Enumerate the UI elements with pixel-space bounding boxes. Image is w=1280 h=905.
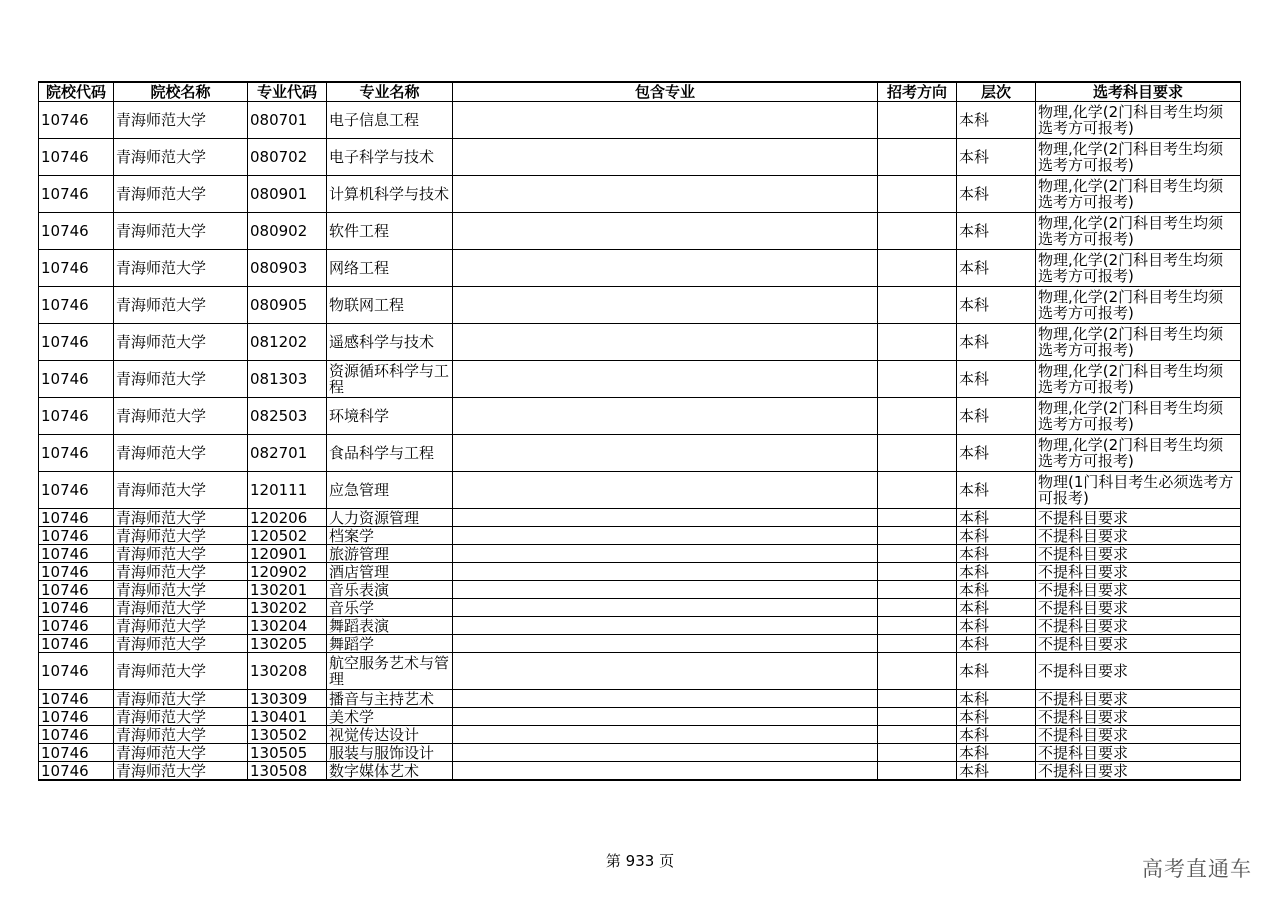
cell-level: 本科 [957,398,1036,435]
cell-school-name: 青海师范大学 [114,139,248,176]
cell-major-code: 080901 [248,176,327,213]
cell-subject-requirement: 不提科目要求 [1036,744,1241,762]
cell-direction [878,581,957,599]
cell-major-code: 082503 [248,398,327,435]
cell-subject-requirement: 物理,化学(2门科目考生均须选考方可报考) [1036,102,1241,139]
cell-included-majors [453,250,878,287]
cell-subject-requirement: 物理,化学(2门科目考生均须选考方可报考) [1036,324,1241,361]
cell-major-code: 080903 [248,250,327,287]
cell-level: 本科 [957,726,1036,744]
table-row [39,250,1241,287]
cell-major-name: 物联网工程 [327,287,453,324]
cell-school-name: 青海师范大学 [114,581,248,599]
cell-subject-requirement: 物理,化学(2门科目考生均须选考方可报考) [1036,139,1241,176]
cell-school-code: 10746 [39,527,114,545]
cell-major-name: 电子信息工程 [327,102,453,139]
cell-school-name: 青海师范大学 [114,762,248,781]
cell-school-name: 青海师范大学 [114,176,248,213]
cell-school-code: 10746 [39,435,114,472]
cell-direction [878,545,957,563]
cell-school-name: 青海师范大学 [114,527,248,545]
cell-major-code: 080905 [248,287,327,324]
cell-major-code: 120901 [248,545,327,563]
cell-school-code: 10746 [39,102,114,139]
cell-school-code: 10746 [39,472,114,509]
cell-major-code: 120902 [248,563,327,581]
cell-included-majors [453,509,878,527]
cell-major-name: 音乐学 [327,599,453,617]
cell-direction [878,653,957,690]
cell-included-majors [453,690,878,708]
cell-major-code: 120206 [248,509,327,527]
table-row [39,509,1241,527]
table-body [39,102,1241,781]
cell-level: 本科 [957,653,1036,690]
cell-level: 本科 [957,690,1036,708]
cell-level: 本科 [957,250,1036,287]
header-school-code: 院校代码 [39,82,114,102]
cell-major-code: 081202 [248,324,327,361]
table-row [39,139,1241,176]
cell-major-name: 环境科学 [327,398,453,435]
cell-included-majors [453,563,878,581]
cell-major-code: 130505 [248,744,327,762]
cell-school-name: 青海师范大学 [114,726,248,744]
cell-included-majors [453,599,878,617]
cell-school-code: 10746 [39,762,114,781]
cell-subject-requirement: 物理,化学(2门科目考生均须选考方可报考) [1036,435,1241,472]
cell-school-name: 青海师范大学 [114,361,248,398]
table-row [39,102,1241,139]
cell-major-name: 计算机科学与技术 [327,176,453,213]
cell-major-code: 130401 [248,708,327,726]
cell-school-code: 10746 [39,599,114,617]
cell-level: 本科 [957,472,1036,509]
cell-level: 本科 [957,744,1036,762]
table-row [39,744,1241,762]
header-level: 层次 [957,82,1036,102]
cell-direction [878,398,957,435]
cell-school-name: 青海师范大学 [114,599,248,617]
cell-included-majors [453,635,878,653]
cell-major-code: 130205 [248,635,327,653]
header-school-name: 院校名称 [114,82,248,102]
header-subject-requirement: 选考科目要求 [1036,82,1241,102]
cell-school-name: 青海师范大学 [114,708,248,726]
cell-major-code: 080902 [248,213,327,250]
cell-level: 本科 [957,563,1036,581]
cell-school-name: 青海师范大学 [114,398,248,435]
cell-subject-requirement: 不提科目要求 [1036,599,1241,617]
cell-included-majors [453,472,878,509]
cell-included-majors [453,287,878,324]
cell-school-name: 青海师范大学 [114,287,248,324]
cell-school-name: 青海师范大学 [114,213,248,250]
cell-school-code: 10746 [39,176,114,213]
cell-direction [878,287,957,324]
cell-level: 本科 [957,361,1036,398]
cell-level: 本科 [957,176,1036,213]
table-header [39,82,1241,102]
cell-subject-requirement: 不提科目要求 [1036,527,1241,545]
cell-major-code: 130202 [248,599,327,617]
table-row [39,762,1241,781]
cell-included-majors [453,744,878,762]
cell-school-name: 青海师范大学 [114,545,248,563]
cell-subject-requirement: 不提科目要求 [1036,581,1241,599]
cell-major-name: 酒店管理 [327,563,453,581]
table-row [39,635,1241,653]
cell-subject-requirement: 不提科目要求 [1036,653,1241,690]
cell-level: 本科 [957,708,1036,726]
cell-school-code: 10746 [39,581,114,599]
cell-school-name: 青海师范大学 [114,250,248,287]
cell-major-name: 软件工程 [327,213,453,250]
cell-major-name: 美术学 [327,708,453,726]
cell-subject-requirement: 物理,化学(2门科目考生均须选考方可报考) [1036,398,1241,435]
cell-major-name: 资源循环科学与工程 [327,361,453,398]
cell-school-name: 青海师范大学 [114,563,248,581]
cell-level: 本科 [957,287,1036,324]
cell-major-name: 电子科学与技术 [327,139,453,176]
cell-major-name: 应急管理 [327,472,453,509]
cell-direction [878,361,957,398]
cell-major-code: 080701 [248,102,327,139]
cell-major-code: 130309 [248,690,327,708]
cell-school-name: 青海师范大学 [114,324,248,361]
cell-included-majors [453,762,878,781]
cell-major-name: 舞蹈表演 [327,617,453,635]
cell-included-majors [453,176,878,213]
header-major-name: 专业名称 [327,82,453,102]
cell-included-majors [453,398,878,435]
cell-school-code: 10746 [39,324,114,361]
cell-major-name: 播音与主持艺术 [327,690,453,708]
cell-subject-requirement: 不提科目要求 [1036,545,1241,563]
cell-subject-requirement: 物理,化学(2门科目考生均须选考方可报考) [1036,250,1241,287]
cell-school-code: 10746 [39,250,114,287]
cell-included-majors [453,102,878,139]
table-row [39,563,1241,581]
cell-subject-requirement: 物理,化学(2门科目考生均须选考方可报考) [1036,213,1241,250]
cell-included-majors [453,581,878,599]
cell-major-name: 食品科学与工程 [327,435,453,472]
cell-subject-requirement: 不提科目要求 [1036,635,1241,653]
cell-direction [878,726,957,744]
cell-school-name: 青海师范大学 [114,617,248,635]
cell-school-code: 10746 [39,690,114,708]
cell-subject-requirement: 不提科目要求 [1036,726,1241,744]
table-row [39,708,1241,726]
cell-school-code: 10746 [39,139,114,176]
cell-school-code: 10746 [39,287,114,324]
cell-subject-requirement: 不提科目要求 [1036,509,1241,527]
cell-level: 本科 [957,527,1036,545]
table-row [39,527,1241,545]
cell-direction [878,509,957,527]
table-row [39,435,1241,472]
cell-school-code: 10746 [39,361,114,398]
cell-included-majors [453,708,878,726]
cell-major-name: 音乐表演 [327,581,453,599]
cell-major-name: 服装与服饰设计 [327,744,453,762]
cell-direction [878,708,957,726]
cell-major-name: 人力资源管理 [327,509,453,527]
cell-level: 本科 [957,213,1036,250]
cell-direction [878,472,957,509]
cell-major-code: 080702 [248,139,327,176]
cell-direction [878,250,957,287]
table-row [39,653,1241,690]
cell-school-code: 10746 [39,509,114,527]
cell-major-name: 网络工程 [327,250,453,287]
cell-included-majors [453,435,878,472]
cell-level: 本科 [957,617,1036,635]
header-row [39,82,1241,102]
cell-school-code: 10746 [39,545,114,563]
cell-school-name: 青海师范大学 [114,509,248,527]
cell-major-name: 视觉传达设计 [327,726,453,744]
cell-subject-requirement: 不提科目要求 [1036,762,1241,781]
cell-school-name: 青海师范大学 [114,102,248,139]
cell-major-name: 数字媒体艺术 [327,762,453,781]
cell-direction [878,744,957,762]
cell-included-majors [453,617,878,635]
cell-included-majors [453,527,878,545]
cell-major-name: 旅游管理 [327,545,453,563]
cell-school-name: 青海师范大学 [114,744,248,762]
cell-school-code: 10746 [39,213,114,250]
cell-major-code: 120111 [248,472,327,509]
cell-direction [878,139,957,176]
cell-major-name: 航空服务艺术与管理 [327,653,453,690]
cell-school-name: 青海师范大学 [114,635,248,653]
cell-subject-requirement: 不提科目要求 [1036,708,1241,726]
cell-direction [878,635,957,653]
watermark-logo: 高考直通车 [1142,857,1252,881]
cell-school-code: 10746 [39,744,114,762]
cell-level: 本科 [957,509,1036,527]
cell-major-code: 130208 [248,653,327,690]
cell-direction [878,102,957,139]
cell-major-code: 130502 [248,726,327,744]
header-direction: 招考方向 [878,82,957,102]
header-included-majors: 包含专业 [453,82,878,102]
cell-school-code: 10746 [39,563,114,581]
cell-level: 本科 [957,435,1036,472]
cell-subject-requirement: 物理,化学(2门科目考生均须选考方可报考) [1036,361,1241,398]
table-row [39,690,1241,708]
table-row [39,213,1241,250]
cell-level: 本科 [957,102,1036,139]
cell-subject-requirement: 不提科目要求 [1036,617,1241,635]
cell-level: 本科 [957,599,1036,617]
cell-included-majors [453,213,878,250]
cell-school-code: 10746 [39,398,114,435]
cell-school-code: 10746 [39,653,114,690]
cell-included-majors [453,726,878,744]
cell-subject-requirement: 不提科目要求 [1036,690,1241,708]
table-row [39,472,1241,509]
cell-school-name: 青海师范大学 [114,472,248,509]
cell-level: 本科 [957,762,1036,781]
cell-subject-requirement: 不提科目要求 [1036,563,1241,581]
cell-direction [878,617,957,635]
cell-school-code: 10746 [39,635,114,653]
cell-subject-requirement: 物理,化学(2门科目考生均须选考方可报考) [1036,176,1241,213]
cell-included-majors [453,545,878,563]
cell-school-code: 10746 [39,617,114,635]
table-row [39,176,1241,213]
cell-major-name: 舞蹈学 [327,635,453,653]
cell-level: 本科 [957,545,1036,563]
cell-included-majors [453,139,878,176]
cell-major-code: 130201 [248,581,327,599]
cell-direction [878,762,957,781]
header-major-code: 专业代码 [248,82,327,102]
cell-level: 本科 [957,635,1036,653]
cell-included-majors [453,361,878,398]
cell-direction [878,324,957,361]
table-row [39,581,1241,599]
table-row [39,287,1241,324]
table-row [39,726,1241,744]
cell-major-code: 130508 [248,762,327,781]
cell-direction [878,563,957,581]
cell-level: 本科 [957,324,1036,361]
table-row [39,324,1241,361]
cell-major-name: 遥感科学与技术 [327,324,453,361]
table-row [39,361,1241,398]
cell-school-name: 青海师范大学 [114,435,248,472]
cell-direction [878,176,957,213]
table-row [39,617,1241,635]
cell-major-name: 档案学 [327,527,453,545]
cell-school-code: 10746 [39,726,114,744]
cell-direction [878,527,957,545]
table-row [39,545,1241,563]
cell-included-majors [453,653,878,690]
page-number: 第 933 页 [605,852,675,870]
cell-major-code: 082701 [248,435,327,472]
table-row [39,599,1241,617]
cell-level: 本科 [957,139,1036,176]
admission-table [38,81,1241,781]
cell-direction [878,213,957,250]
cell-school-name: 青海师范大学 [114,690,248,708]
cell-direction [878,599,957,617]
cell-school-code: 10746 [39,708,114,726]
cell-subject-requirement: 物理(1门科目考生必须选考方可报考) [1036,472,1241,509]
cell-direction [878,690,957,708]
table-row [39,398,1241,435]
cell-subject-requirement: 物理,化学(2门科目考生均须选考方可报考) [1036,287,1241,324]
cell-direction [878,435,957,472]
cell-included-majors [453,324,878,361]
cell-school-name: 青海师范大学 [114,653,248,690]
cell-major-code: 120502 [248,527,327,545]
cell-level: 本科 [957,581,1036,599]
cell-major-code: 081303 [248,361,327,398]
cell-major-code: 130204 [248,617,327,635]
